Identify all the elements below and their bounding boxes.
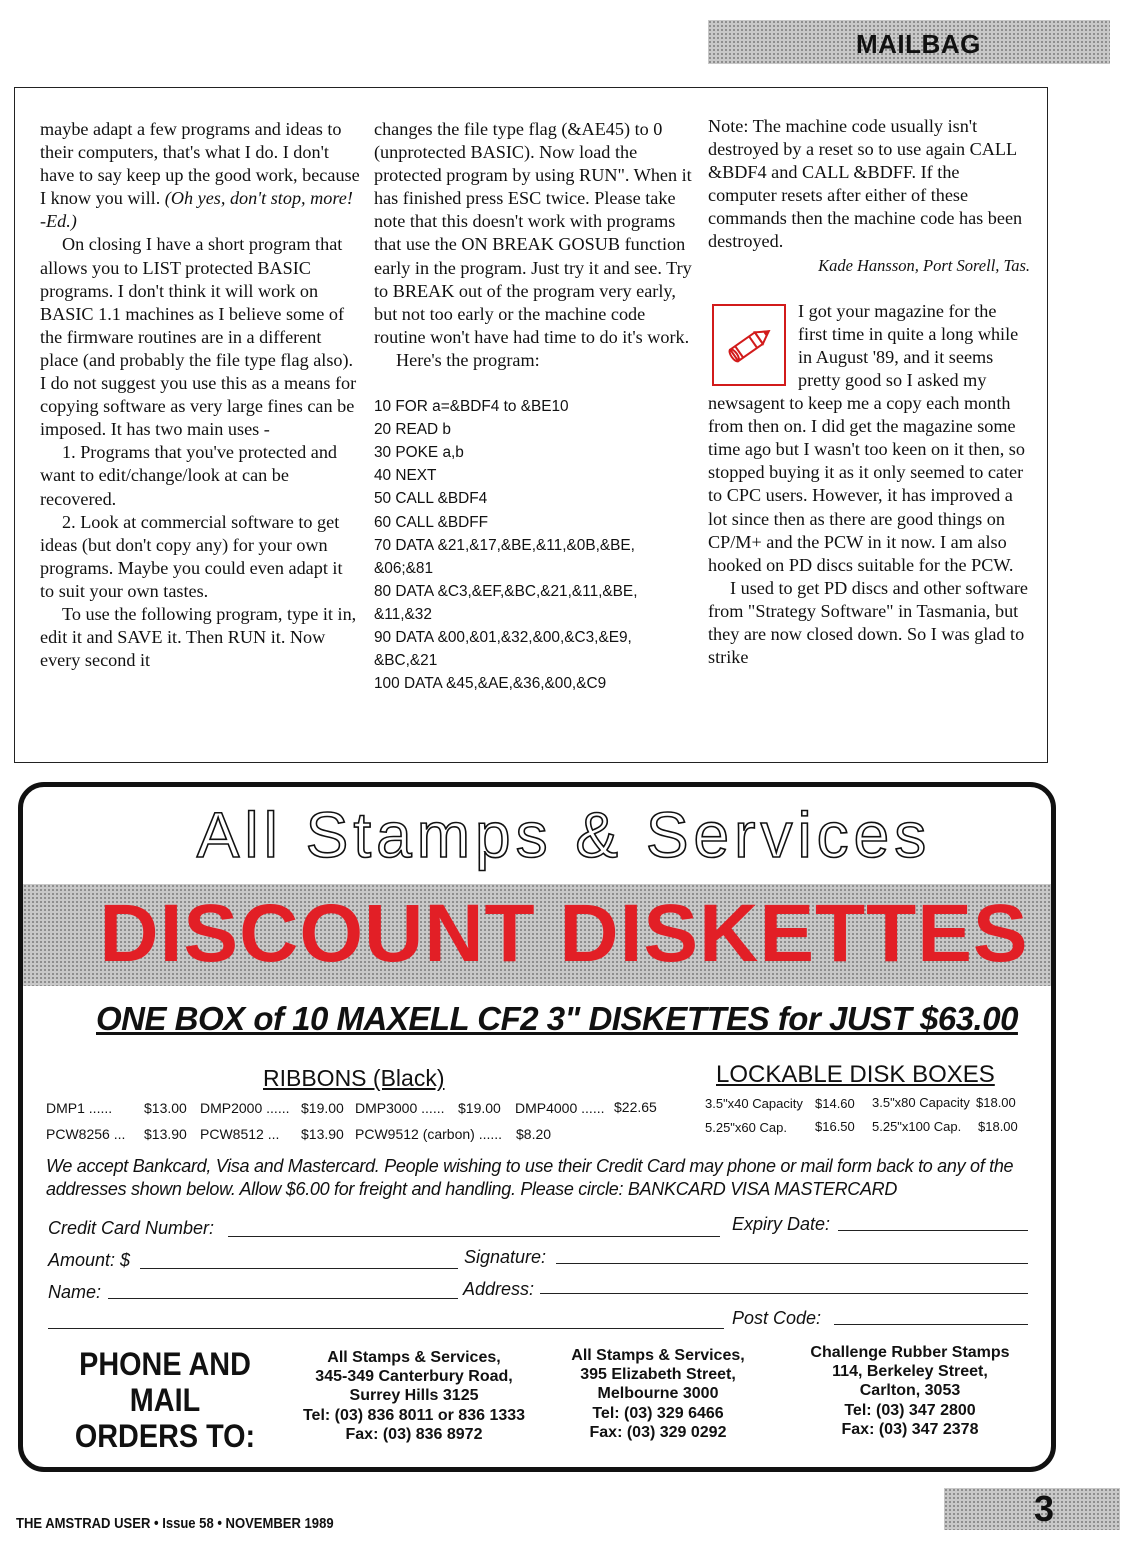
box-name: 3.5"x80 Capacity (872, 1095, 970, 1110)
paragraph: Note: The machine code usually isn't destroyed by a reset so to use again CALL &BDF4 and CALL &BDFF. If the computer resets after either of these commands then the machine code has been destroyed. (708, 116, 1023, 252)
payment-note: We accept Bankcard, Visa and Mastercard. People wishing to use their Credit Card may phone or mail form back to any of the addresses shown below. Allow $6.00 for freight and handling. Please circle: BANKCARD VISA MASTERCARD (46, 1156, 1014, 1199)
code-line: &11,&32 (374, 605, 432, 623)
ribbon-price: $13.90 (144, 1126, 187, 1142)
letter-signature: Kade Hansson, Port Sorell, Tas. (818, 255, 1030, 275)
code-line: 100 DATA &45,&AE,&36,&00,&C9 (374, 675, 607, 693)
ribbon-name: PCW8256 ... (46, 1126, 126, 1142)
ribbon-name: PCW9512 (carbon) ...... (355, 1126, 503, 1142)
box-name: 5.25"x100 Cap. (872, 1119, 962, 1134)
code-line: 80 DATA &C3,&EF,&BC,&21,&11,&BE, (374, 582, 638, 600)
article-column-1 (40, 118, 360, 672)
page-number: 3 (1034, 1488, 1055, 1529)
code-line: 40 NEXT (374, 467, 437, 485)
address-block: Challenge Rubber Stamps 114, Berkeley Street, Carlton, 3053 Tel: (03) 347 2800 Fax: (03) 347 2378 (810, 1344, 1010, 1438)
box-price: $14.60 (815, 1096, 855, 1111)
magazine-footer: THE AMSTRAD USER • Issue 58 • NOVEMBER 1989 (16, 1516, 334, 1532)
address-line-2-field[interactable] (48, 1328, 724, 1329)
ribbon-price: $19.00 (458, 1100, 501, 1116)
ribbon-name: DMP1 ...... (46, 1100, 113, 1116)
code-listing (374, 395, 692, 695)
ribbon-name: DMP3000 ...... (355, 1100, 445, 1116)
paragraph: I got your magazine for the first time in quite a long while in August '89, and it seems pretty good so I asked my newsagent to keep me a copy each month from then on. I did get the magazine some time ago but I wasn't too keen on it then, so stopped buying it as it only seemed to cater to CPC users. However, it has improved a lot since then as there are good things on CP/M+ and the PCW in it now. I am also hooked on PD discs suitable for the PCW. (708, 300, 1025, 575)
address-label: Address: (463, 1279, 535, 1299)
code-line: 90 DATA &00,&01,&32,&00,&C3,&E9, (374, 628, 632, 646)
name-field[interactable] (108, 1298, 458, 1299)
expiry-date-field[interactable] (838, 1230, 1028, 1231)
code-line: &06;&81 (374, 559, 434, 577)
disk-boxes-heading: LOCKABLE DISK BOXES (716, 1061, 995, 1088)
code-line: 50 CALL &BDF4 (374, 490, 488, 508)
signature-field[interactable] (556, 1263, 1028, 1264)
post-code-label: Post Code: (732, 1308, 822, 1328)
ribbon-price: $13.90 (301, 1126, 344, 1142)
pencil-icon (712, 304, 786, 386)
signature-label: Signature: (464, 1247, 547, 1267)
code-line: 60 CALL &BDFF (374, 513, 489, 531)
post-code-field[interactable] (834, 1324, 1028, 1325)
ribbon-name: DMP2000 ...... (200, 1100, 290, 1116)
ribbon-name: PCW8512 ... (200, 1126, 280, 1142)
box-name: 5.25"x60 Cap. (705, 1120, 787, 1135)
address-block: All Stamps & Services, 345-349 Canterbury Road, Surrey Hills 3125 Tel: (03) 836 8011 or 836 1333 Fax: (03) 836 8972 (302, 1349, 526, 1443)
ribbon-name: DMP4000 ...... (515, 1100, 605, 1116)
address-field[interactable] (540, 1293, 1028, 1294)
paragraph: maybe adapt a few programs and ideas to their computers, that's what I do. I don't have to say keep up the good work, because I know you will. (Oh yes, don't stop, more! -Ed.) (40, 119, 360, 232)
paragraph: 2. Look at commercial software to get ideas (but don't copy any) for your own programs. Maybe you could even adapt it to suit your own tastes. (40, 511, 343, 601)
code-line: 70 DATA &21,&17,&BE,&11,&0B,&BE, (374, 536, 635, 554)
ad-headline: DISCOUNT DISKETTES (99, 888, 1029, 979)
diskette-offer: ONE BOX of 10 MAXELL CF2 3" DISKETTES for JUST $63.00 (96, 1000, 1018, 1037)
amount-field[interactable] (140, 1268, 458, 1269)
code-line: 30 POKE a,b (374, 444, 464, 462)
ribbon-price: $13.00 (144, 1100, 187, 1116)
article-column-2 (374, 118, 692, 695)
box-name: 3.5"x40 Capacity (705, 1096, 803, 1111)
code-line: 10 FOR a=&BDF4 to &BE10 (374, 398, 569, 416)
box-price: $18.00 (978, 1119, 1018, 1134)
card-number-label: Credit Card Number: (48, 1218, 215, 1238)
card-number-field[interactable] (228, 1236, 720, 1237)
ribbon-price: $19.00 (301, 1100, 344, 1116)
ribbon-price: $8.20 (516, 1126, 552, 1142)
paragraph: On closing I have a short program that allows you to LIST protected BASIC programs. I don't think it will work on BASIC 1.1 machines as I believe some of the firmware routines are in a different place (and probably the file type flag also). I do not suggest you use this as a means for copying software as very large fines can be imposed. It has two main uses - (40, 234, 357, 440)
company-name: All Stamps & Services (196, 799, 932, 871)
phone-mail-orders-heading: PHONE AND MAIL ORDERS TO: (74, 1346, 256, 1454)
paragraph: changes the file type flag (&AE45) to 0 (unprotected BASIC). Now load the protected program by using RUN". When it has finished press ESC twice. Please take note that this doesn't work with programs that use the ON BREAK GOSUB function early in the program. Just try it and see. Try to BREAK out of the program very early, but not too early or the machine code routine won't have had time to do it's work. (374, 119, 692, 347)
section-title: MAILBAG (856, 29, 981, 59)
page-number-band (944, 1488, 1120, 1530)
code-line: &BC,&21 (374, 652, 438, 670)
name-label: Name: (48, 1282, 102, 1302)
address-block: All Stamps & Services, 395 Elizabeth Street, Melbourne 3000 Tel: (03) 329 6466 Fax: (03) 329 0292 (571, 1347, 745, 1441)
paragraph: 1. Programs that you've protected and want to edit/change/look at can be recovered. (40, 442, 338, 509)
box-price: $18.00 (976, 1095, 1016, 1110)
paragraph: I used to get PD discs and other software from "Strategy Software" in Tasmania, but they are now closed down. So I was glad to strike (708, 577, 1029, 668)
paragraph: To use the following program, type it in, edit it and SAVE it. Then RUN it. Now every second it (40, 603, 357, 671)
article-column-3 (708, 115, 1030, 669)
ribbons-heading: RIBBONS (Black) (263, 1065, 445, 1091)
editor-note: (Oh yes, don't stop, more! -Ed.) (40, 188, 353, 232)
ribbon-price: $22.65 (614, 1099, 657, 1115)
expiry-date-label: Expiry Date: (732, 1214, 831, 1234)
box-price: $16.50 (815, 1119, 855, 1134)
amount-label: Amount: $ (48, 1250, 131, 1270)
paragraph: Here's the program: (396, 349, 540, 370)
code-line: 20 READ b (374, 421, 451, 439)
